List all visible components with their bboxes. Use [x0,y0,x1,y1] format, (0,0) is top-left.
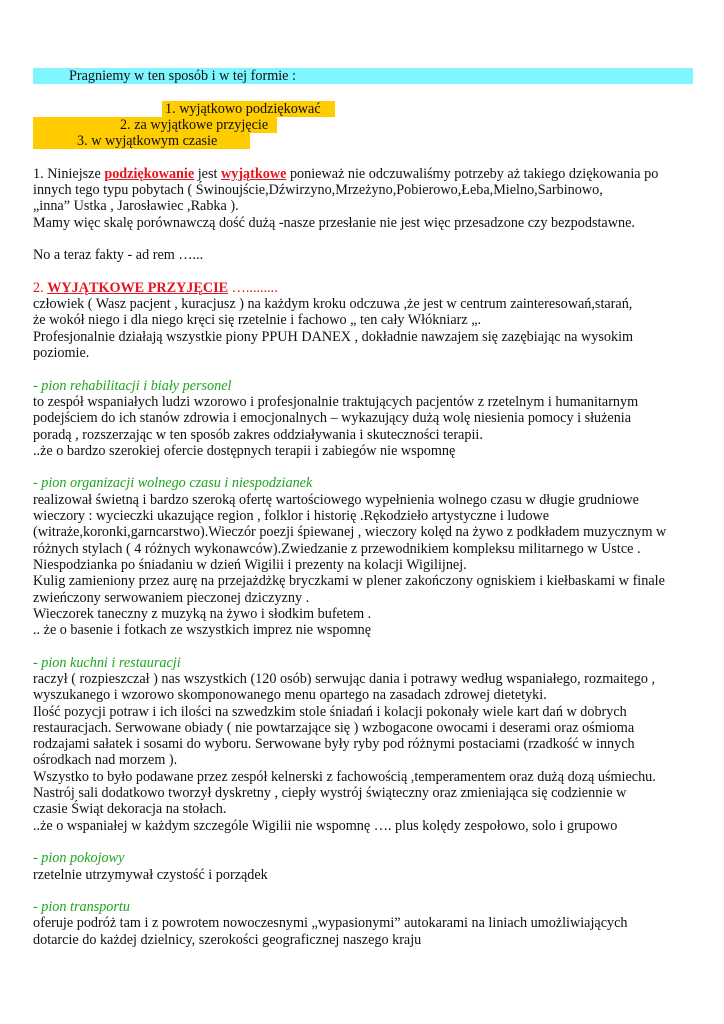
paragraph-line: raczył ( rozpieszczał ) nas wszystkich (120 osób) serwując dania i potrawy według wspaniałego, rozmaitego , [33,670,656,687]
intro-heading: Pragniemy w ten sposób i w tej formie : [69,68,296,84]
paragraph-line: .. że o basenie i fotkach ze wszystkich imprez nie wspomnę [33,622,372,639]
intro-heading-highlight [33,68,693,84]
pion-kuchni-title: - pion kuchni i restauracji [33,654,181,671]
paragraph-line: to zespół wspaniałych ludzi wzorowo i profesjonalnie traktujących pacjentów z rzetelnym i humanitarnym [33,393,639,410]
text: jest [194,165,221,182]
paragraph-line: człowiek ( Wasz pacjent , kuracjusz ) na każdym kroku odczuwa ,że jest w centrum zainteresowań,starań, [33,296,633,313]
section2-title: WYJĄTKOWE PRZYJĘCIE [47,279,229,296]
paragraph-line: Kulig zamieniony przez aurę na przejażdżkę bryczkami w plener zakończony ogniskiem i kiełbaskami w finale [33,573,665,590]
paragraph-line: Ilość pozycji potraw i ich ilości na szwedzkim stole śniadań i kolacji pokonały wiele kart dań w dobrych [33,703,627,720]
document-page [33,68,693,948]
intro-list-item-3: 3. w wyjątkowym czasie [33,133,250,149]
paragraph-line: rzetelnie utrzymywał czystość i porządek [33,866,268,883]
paragraph-line: oferuje podróż tam i z powrotem nowoczesnymi „wypasionymi” autokarami na liniach umożliwiających [33,915,628,932]
paragraph-line: Wszystko to było podawane przez zespół kelnerski z fachowością ,temperamentem oraz dużą dozą uśmiechu. [33,768,656,785]
text: ponieważ nie odczuwaliśmy potrzeby aż takiego dziękowania po [286,165,659,182]
paragraph-line: realizował świetną i bardzo szeroką ofertę wartościowego wypełnienia wolnego czasu w długie grudniowe [33,491,639,508]
paragraph-line: ..że o wspaniałej w każdym szczególe Wigilii nie wspomnę …. plus kolędy zespołowo, solo i grupowo [33,817,618,834]
paragraph-line: czasie Świąt dekoracja na stołach. [33,801,227,818]
pion-org-title: - pion organizacji wolnego czasu i niespodzianek [33,475,313,492]
text: 1. Niniejsze [33,165,105,182]
paragraph-line: wieczory : wycieczki ukazujące region , folklor i historię .Rękodzieło artystyczne i ludowe [33,508,550,525]
pion-transportu-title: - pion transportu [33,899,130,916]
paragraph-line: (witraże,koronki,garncarstwo).Wieczór poezji śpiewanej , wieczory kolęd na żywo z podkładem muzycznym w [33,524,667,541]
paragraph-line: wyszukanego i wzorowo skomponowanego menu opartego na zasadach zdrowej dietetyki. [33,687,547,704]
paragraph-line: rodzajami sałatek i sosami do wyboru. Serwowane były ryby pod różnymi postaciami (rzadkość w innych [33,736,635,753]
paragraph-line: „inna” Ustka , Jarosławiec ,Rabka ). [33,198,239,215]
paragraph-line: Mamy więc skalę porównawczą dość dużą -nasze przesłanie nie jest więc przesadzone czy bezpodstawne. [33,214,635,231]
section-number: 2. [33,279,48,296]
intro-list-item-1: 1. wyjątkowo podziękować [162,101,335,117]
paragraph-line: Profesjonalnie działają wszystkie piony PPUH DANEX , dokładnie nawzajem się zazębiając na wysokim [33,328,634,345]
paragraph-line: że wokół niego i dla niego kręci się rzetelnie i fachowo „ ten cały Włókniarz „. [33,312,482,329]
paragraph-line: restauracjach. Serwowane obiady ( nie powtarzające się ) wzbogacone owocami i deserami oraz ośmioma [33,719,635,736]
paragraph-line: różnych stylach ( 4 różnych wykonawców).Zwiedzanie z przewodnikiem kompleksu militarnego w Ustce . [33,540,641,557]
keyword-podziekowanie: podziękowanie [104,165,195,182]
paragraph-line: poziomie. [33,345,90,362]
paragraph-line: Niespodzianka po śniadaniu w dzień Wigilii i prezenty na kolacji Wigilijnej. [33,556,467,573]
facts-line: No a teraz fakty - ad rem …... [33,247,204,264]
section1-first-line [33,166,693,182]
keyword-wyjatkowe: wyjątkowe [220,165,287,182]
section2-heading [33,280,693,296]
paragraph-line: ośrodkach nad morzem ). [33,752,178,769]
paragraph-line: dotarcie do każdej dzielnicy, szerokości geograficznej naszego kraju [33,931,422,948]
pion-pokojowy-title: - pion pokojowy [33,850,125,867]
paragraph-line: poradą , rozszerzając w ten sposób zakres oddziaływania i skuteczności terapii. [33,426,483,443]
paragraph-line: innych tego typu pobytach ( Świnoujście,Dźwirzyno,Mrzeżyno,Pobierowo,Łeba,Mielno,Sarbinowo, [33,182,603,199]
paragraph-line: Wieczorek taneczny z muzyką na żywo i słodkim bufetem . [33,605,372,622]
pion-rehab-title: - pion rehabilitacji i biały personel [33,377,232,394]
paragraph-line: podejściem do ich stanów zdrowia i emocjonalnych – wykazujący dużą wolę niesienia pomocy i służenia [33,410,632,427]
paragraph-line: ..że o bardzo szerokiej ofercie dostępnych terapii i zabiegów nie wspomnę [33,442,456,459]
dots: …......... [228,279,278,296]
paragraph-line: Nastrój sali dodatkowo tworzył dyskretny , ciepły wystrój świąteczny oraz zmieniająca się codziennie w [33,785,627,802]
paragraph-line: zwieńczony serwowaniem pieczonej dziczyzny . [33,589,310,606]
intro-list-item-2: 2. za wyjątkowe przyjęcie [33,117,277,133]
